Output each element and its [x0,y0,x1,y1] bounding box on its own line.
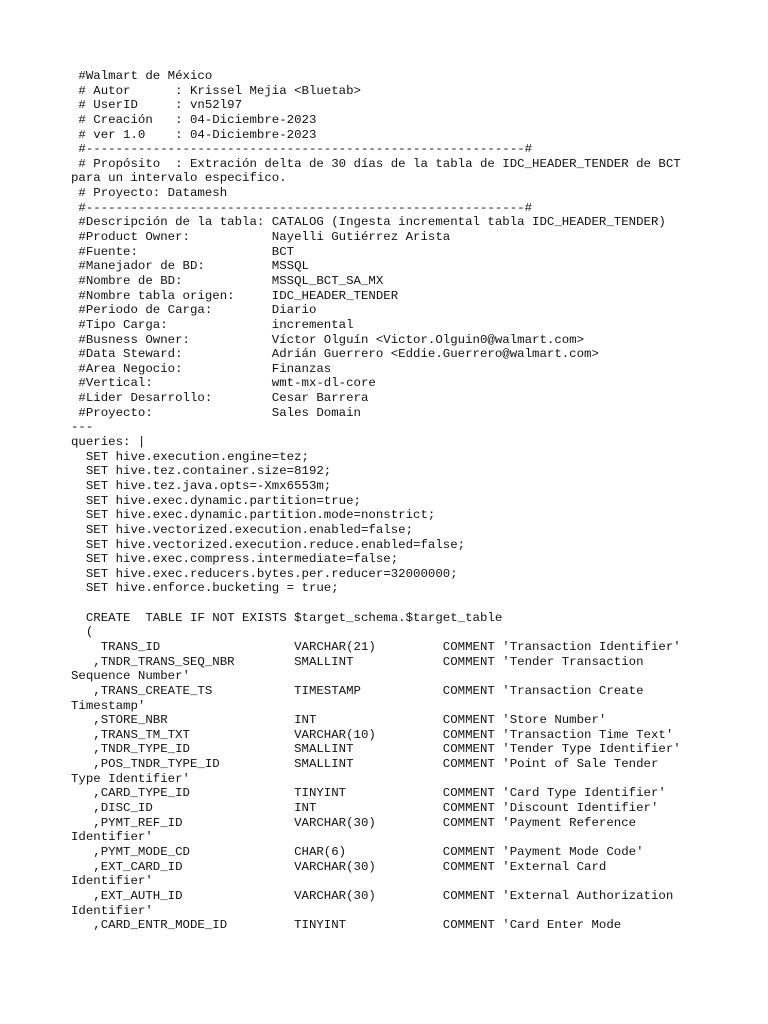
document-line: #Data Steward: Adrián Guerrero <Eddie.Guerrero@walmart.com> [71,347,599,362]
document-line: #Walmart de México [71,69,213,83]
document-body [71,69,761,933]
document-line: #Nombre de BD: MSSQL_BCT_SA_MX [71,273,384,288]
document-line: ,CARD_ENTR_MODE_ID TINYINT COMMENT 'Card Enter Mode [71,918,622,933]
document-line: # UserID : vn52l97 [71,98,243,113]
document-line: #Lider Desarrollo: Cesar Barrera [71,391,369,406]
document-line: CREATE TABLE IF NOT EXISTS $target_schema.$target_table [71,610,503,625]
document-line: #Area Negocio: Finanzas [71,361,332,376]
document-line: SET hive.tez.container.size=8192; [71,464,332,479]
document-line: Type Identifier' [71,771,190,786]
document-line: SET hive.vectorized.execution.reduce.enabled=false; [71,537,466,552]
document-line: # Propósito : Extración delta de 30 días de la tabla de IDC_HEADER_TENDER de BCT [71,156,681,171]
document-line: ( [71,625,94,640]
document-line: #Nombre tabla origen: IDC_HEADER_TENDER [71,288,399,303]
document-line: ,EXT_AUTH_ID VARCHAR(30) COMMENT 'External Authorization [71,888,674,903]
document-line: SET hive.exec.dynamic.partition=true; [71,493,361,508]
document-line: ,CARD_TYPE_ID TINYINT COMMENT 'Card Type Identifier' [71,786,666,801]
document-line: SET hive.exec.compress.intermediate=false; [71,552,399,567]
document-line: queries: | [71,435,146,450]
document-line: SET hive.enforce.bucketing = true; [71,581,339,596]
document-line: Identifier' [71,903,153,918]
document-line: #Product Owner: Nayelli Gutiérrez Arista [71,230,451,245]
document-line: ,TNDR_TRANS_SEQ_NBR SMALLINT COMMENT 'Tender Transaction [71,654,644,669]
document-line [71,596,761,611]
document-line: #Periodo de Carga: Diario [71,303,317,318]
document-line: #Manejador de BD: MSSQL [71,259,309,274]
document-line: #-----------------------------------------------------------# [71,142,533,157]
document-line: # Proyecto: Datamesh [71,186,228,201]
document-line: Timestamp' [71,698,146,713]
document-line: Identifier' [71,874,153,889]
document-line: #Tipo Carga: incremental [71,317,354,332]
document-line: #Descripción de la tabla: CATALOG (Ingesta incremental tabla IDC_HEADER_TENDER) [71,215,666,230]
document-line: # Creación : 04-Diciembre-2023 [71,112,317,127]
document-line: #Proyecto: Sales Domain [71,405,361,420]
document-line: ,EXT_CARD_ID VARCHAR(30) COMMENT 'External Card [71,859,607,874]
document-line: SET hive.vectorized.execution.enabled=false; [71,522,414,537]
document-line: ,DISC_ID INT COMMENT 'Discount Identifier' [71,801,659,816]
document-line: ,PYMT_REF_ID VARCHAR(30) COMMENT 'Payment Reference [71,815,637,830]
document-line: para un intervalo especifico. [71,171,287,186]
document-line: Identifier' [71,830,153,845]
document-line: ,PYMT_MODE_CD CHAR(6) COMMENT 'Payment Mode Code' [71,844,644,859]
document-line: #Vertical: wmt-mx-dl-core [71,376,376,391]
document-line: #-----------------------------------------------------------# [71,200,533,215]
document-line: ,TNDR_TYPE_ID SMALLINT COMMENT 'Tender Type Identifier' [71,742,681,757]
document-line: # ver 1.0 : 04-Diciembre-2023 [71,127,317,142]
document-line: SET hive.execution.engine=tez; [71,449,309,464]
document-line: SET hive.exec.reducers.bytes.per.reducer=32000000; [71,566,458,581]
document-line: #Fuente: BCT [71,244,295,259]
document-line: ,STORE_NBR INT COMMENT 'Store Number' [71,713,607,728]
document-line: ,TRANS_TM_TXT VARCHAR(10) COMMENT 'Transaction Time Text' [71,727,674,742]
document-line: #Busness Owner: Víctor Olguín <Victor.Olguin0@walmart.com> [71,332,585,347]
document-line: SET hive.exec.dynamic.partition.mode=nonstrict; [71,508,436,523]
document-line: # Autor : Krissel Mejia <Bluetab> [71,83,361,98]
document-line: SET hive.tez.java.opts=-Xmx6553m; [71,478,332,493]
document-line: --- [71,420,94,435]
document-line: Sequence Number' [71,669,190,684]
document-line: TRANS_ID VARCHAR(21) COMMENT 'Transaction Identifier' [71,639,681,654]
document-line: ,POS_TNDR_TYPE_ID SMALLINT COMMENT 'Point of Sale Tender [71,757,659,772]
document-line: ,TRANS_CREATE_TS TIMESTAMP COMMENT 'Transaction Create [71,683,644,698]
